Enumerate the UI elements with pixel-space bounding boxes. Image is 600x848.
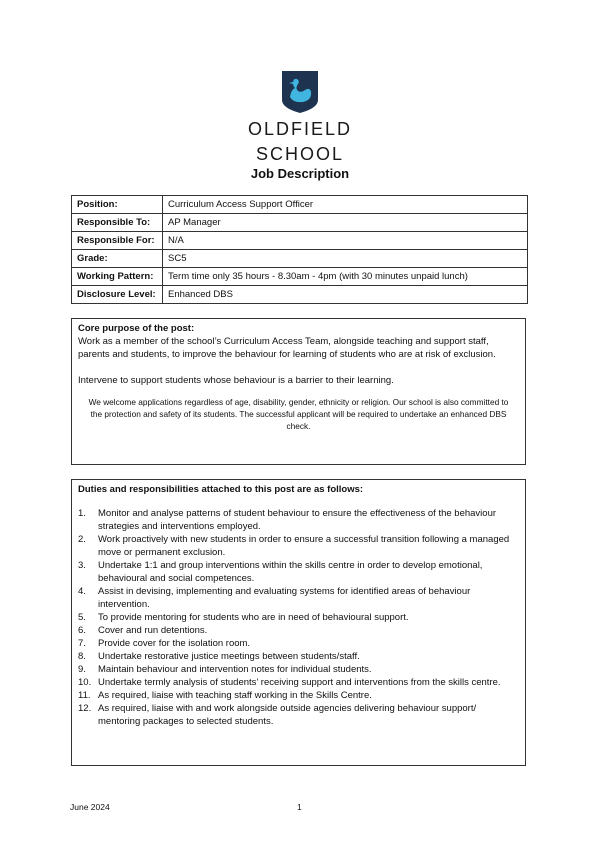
swan-shield-icon xyxy=(281,70,319,114)
info-value: SC5 xyxy=(163,250,528,268)
duty-number: 8. xyxy=(78,651,86,662)
duty-text: As required, liaise with and work alongside outside agencies delivering behaviour support/ mentoring packages to selected students. xyxy=(98,703,477,727)
duty-item xyxy=(78,650,519,663)
duty-number: 10. xyxy=(78,677,92,688)
duty-item xyxy=(78,559,519,585)
duty-number: 5. xyxy=(78,612,86,623)
duty-text: Undertake termly analysis of students’ receiving support and interventions from the skills centre. xyxy=(98,677,501,688)
document-title: Job Description xyxy=(250,166,350,181)
duty-item xyxy=(78,507,519,533)
equal-opportunities-notice: We welcome applications regardless of age, disability, gender, ethnicity or religion. Our school is also committed to the protection and safety of its students. The successful applicant will be required to undertake an enhanced DBS check. xyxy=(88,397,509,431)
duty-number: 12. xyxy=(78,703,92,714)
duty-item xyxy=(78,585,519,611)
duty-item xyxy=(78,533,519,559)
duty-text: Cover and run detentions. xyxy=(98,625,208,636)
duty-text: To provide mentoring for students who are in need of behavioural support. xyxy=(98,612,409,623)
school-logo xyxy=(0,70,600,164)
duties-box xyxy=(71,479,526,766)
duty-number: 4. xyxy=(78,586,86,597)
duty-item xyxy=(78,663,519,676)
info-label: Working Pattern: xyxy=(72,268,163,286)
duty-item xyxy=(78,702,519,728)
school-name-line1: OLDFIELD xyxy=(247,119,353,139)
info-label: Disclosure Level: xyxy=(72,286,163,304)
duty-item xyxy=(78,637,519,650)
duty-text: Undertake restorative justice meetings between students/staff. xyxy=(98,651,360,662)
duty-text: Monitor and analyse patterns of student behaviour to ensure the effectiveness of the behaviour strategies and interventions employed. xyxy=(98,508,497,532)
info-row xyxy=(72,250,528,268)
core-purpose-heading: Core purpose of the post: xyxy=(78,323,195,334)
core-purpose-box xyxy=(71,318,526,465)
duty-number: 11. xyxy=(78,690,91,701)
footer-date: June 2024 xyxy=(70,802,110,812)
core-purpose-paragraph: Intervene to support students whose behaviour is a barrier to their learning. xyxy=(78,375,394,386)
duty-item xyxy=(78,611,519,624)
info-value: N/A xyxy=(163,232,528,250)
duty-number: 1. xyxy=(78,508,86,519)
duty-text: Work proactively with new students in order to ensure a successful transition following a managed move or permanent exclusion. xyxy=(98,534,510,558)
info-row xyxy=(72,196,528,214)
info-label: Position: xyxy=(72,196,163,214)
info-value: Term time only 35 hours - 8.30am - 4pm (with 30 minutes unpaid lunch) xyxy=(163,268,528,286)
duties-list xyxy=(78,507,519,728)
info-label: Responsible To: xyxy=(72,214,163,232)
info-label: Responsible For: xyxy=(72,232,163,250)
info-value: AP Manager xyxy=(163,214,528,232)
info-row xyxy=(72,214,528,232)
info-row xyxy=(72,232,528,250)
info-row xyxy=(72,268,528,286)
info-row xyxy=(72,286,528,304)
duty-number: 2. xyxy=(78,534,86,545)
duty-text: As required, liaise with teaching staff working in the Skills Centre. xyxy=(98,690,372,701)
duty-item xyxy=(78,689,519,702)
job-info-table xyxy=(71,195,528,304)
duty-text: Assist in devising, implementing and evaluating systems for identified areas of behaviour intervention. xyxy=(98,586,471,610)
duty-item xyxy=(78,676,519,689)
duty-number: 3. xyxy=(78,560,86,571)
duty-text: Maintain behaviour and intervention notes for individual students. xyxy=(98,664,372,675)
duty-number: 7. xyxy=(78,638,86,649)
duties-heading: Duties and responsibilities attached to this post are as follows: xyxy=(78,484,364,495)
duty-number: 6. xyxy=(78,625,86,636)
info-value: Curriculum Access Support Officer xyxy=(163,196,528,214)
footer-page-number: 1 xyxy=(297,802,302,812)
duty-item xyxy=(78,624,519,637)
duty-text: Undertake 1:1 and group interventions within the skills centre in order to develop emotional, behavioural and social competences. xyxy=(98,560,483,584)
core-purpose-paragraph: Work as a member of the school’s Curriculum Access Team, alongside teaching and support staff, parents and students, to improve the behaviour for learning of students who are at risk of exclusion. xyxy=(78,336,496,360)
info-value: Enhanced DBS xyxy=(163,286,528,304)
duty-number: 9. xyxy=(78,664,86,675)
info-label: Grade: xyxy=(72,250,163,268)
duty-text: Provide cover for the isolation room. xyxy=(98,638,251,649)
school-name-line2: SCHOOL xyxy=(255,144,345,164)
